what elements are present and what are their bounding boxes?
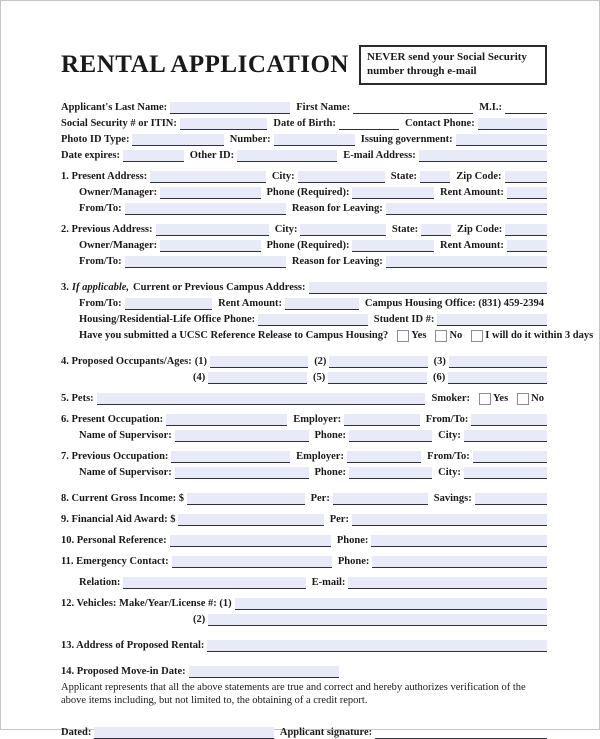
gross-income-section — [61, 490, 547, 505]
previous-zip-field[interactable] — [505, 224, 547, 236]
campus-address-section — [61, 279, 594, 342]
form-label: No — [449, 329, 463, 341]
previous-supervisor-field[interactable] — [175, 467, 309, 479]
form-label: Student ID #: — [373, 313, 435, 325]
gross-income-per-field[interactable] — [333, 493, 428, 505]
previous-reason-leaving-field[interactable] — [386, 256, 547, 268]
form-label: 12. Vehicles: Make/Year/License #: (1) — [61, 597, 232, 609]
form-label: Reason for Leaving: — [291, 255, 383, 267]
previous-owner-phone-field[interactable] — [352, 240, 434, 252]
emergency-email-field[interactable] — [348, 577, 547, 589]
form-label: E-mail Address: — [343, 149, 416, 161]
certification-text: Applicant represents that all the above statements are true and correct and hereby authorizes verification of the above items including, but not limited to, the obtaining of a credit report. — [61, 681, 526, 707]
form-label: 5. Pets: — [61, 392, 94, 404]
form-row — [61, 184, 547, 199]
form-row — [61, 327, 594, 342]
vehicles-section — [61, 595, 547, 626]
form-label: Name of Supervisor: — [79, 429, 172, 441]
form-label: State: — [391, 223, 419, 235]
ssn-warning-box: NEVER send your Social Security number through e-mail — [359, 45, 547, 85]
form-label: Employer: — [293, 413, 342, 425]
previous-rent-amount-field[interactable] — [507, 240, 547, 252]
form-label: (5) — [313, 371, 326, 383]
form-row — [61, 131, 547, 146]
present-address-section — [61, 168, 547, 215]
form-label: Phone: — [314, 466, 346, 478]
present-supervisor-field[interactable] — [175, 430, 309, 442]
vehicle-2-field[interactable] — [208, 614, 547, 626]
personal-reference-phone-field[interactable] — [371, 535, 547, 547]
form-row — [61, 369, 547, 384]
form-row — [61, 253, 547, 268]
form-row — [61, 464, 547, 479]
photo-id-type-field[interactable] — [132, 134, 223, 146]
financial-aid-per-field[interactable] — [352, 514, 547, 526]
photo-id-number-field[interactable] — [274, 134, 355, 146]
form-label: Phone: — [314, 429, 346, 441]
form-label: Zip Code: — [456, 170, 502, 182]
first-name-field[interactable] — [353, 102, 473, 114]
form-label: Phone (Required): — [266, 239, 350, 251]
form-label: 3. — [61, 281, 69, 293]
form-label: From/To: — [425, 413, 469, 425]
applicant-info — [61, 99, 547, 162]
form-label: Date of Birth: — [273, 117, 336, 129]
form-label: Yes — [411, 329, 427, 341]
form-label: Phone (Required): — [266, 186, 350, 198]
form-row — [61, 147, 547, 162]
form-label: Current or Previous Campus Address: — [133, 281, 306, 293]
form-label: City: — [274, 223, 298, 235]
middle-initial-field[interactable] — [505, 102, 547, 114]
form-label: Relation: — [79, 576, 121, 588]
form-label: (1) — [194, 355, 208, 367]
form-row — [61, 390, 547, 405]
form-row — [61, 237, 547, 252]
form-row — [61, 595, 547, 610]
form-label: 14. Proposed Move-in Date: — [61, 665, 186, 677]
form-label: 1. Present Address: — [61, 170, 148, 182]
form-label: City: — [438, 466, 461, 478]
form-row — [61, 511, 547, 526]
form-row — [61, 427, 547, 442]
form-label: Rent Amount: — [439, 239, 504, 251]
form-label: 4. Proposed Occupants/Ages: — [61, 355, 192, 367]
pets-field[interactable] — [97, 393, 426, 405]
campus-from-to-field[interactable] — [125, 298, 213, 310]
form-row — [61, 115, 547, 130]
form-row — [61, 681, 547, 708]
move-in-date-field[interactable] — [189, 666, 339, 678]
form-label: City: — [438, 429, 461, 441]
financial-aid-field[interactable] — [178, 514, 323, 526]
form-label: 10. Personal Reference: — [61, 534, 167, 546]
form-row — [61, 574, 547, 589]
form-label: Owner/Manager: — [79, 239, 158, 251]
financial-aid-section — [61, 511, 547, 526]
form-row — [61, 221, 547, 236]
form-label: 9. Financial Aid Award: $ — [61, 513, 176, 525]
present-occupation-from-to-field[interactable] — [471, 414, 547, 426]
form-row — [61, 532, 547, 547]
savings-field[interactable] — [475, 493, 547, 505]
present-occupation-section — [61, 411, 547, 442]
form-label: Phone: — [336, 534, 369, 546]
present-owner-manager-field[interactable] — [160, 187, 260, 199]
previous-supervisor-phone-field[interactable] — [349, 467, 432, 479]
form-label: Dated: — [61, 726, 92, 738]
form-row — [61, 611, 547, 626]
present-employer-field[interactable] — [344, 414, 420, 426]
form-row — [61, 637, 547, 652]
form-label: First Name: — [296, 101, 351, 113]
previous-address-field[interactable] — [156, 224, 269, 236]
emergency-contact-phone-field[interactable] — [372, 556, 547, 568]
form-label: Rent Amount: — [439, 186, 504, 198]
other-id-field[interactable] — [237, 150, 337, 162]
proposed-occupants-section — [61, 353, 547, 384]
form-label: City: — [271, 170, 295, 182]
occupant-6-field[interactable] — [448, 372, 547, 384]
form-label: Applicant's Last Name: — [61, 101, 168, 113]
form-row — [61, 663, 547, 678]
previous-occupation-from-to-field[interactable] — [473, 451, 547, 463]
present-state-field[interactable] — [420, 171, 450, 183]
form-label: (2) — [314, 355, 327, 367]
form-label: State: — [390, 170, 417, 182]
form-label: From/To: — [79, 297, 122, 309]
form-label: I will do it within 3 days — [485, 329, 594, 341]
previous-occupation-field[interactable] — [171, 451, 290, 463]
form-label: 6. Present Occupation: — [61, 413, 164, 425]
form-label: Social Security # or ITIN: — [61, 117, 177, 129]
occupant-1-field[interactable] — [210, 356, 308, 368]
occupant-2-field[interactable] — [329, 356, 427, 368]
form-label: Housing/Residential-Life Office Phone: — [79, 313, 256, 325]
occupant-5-field[interactable] — [328, 372, 427, 384]
present-zip-field[interactable] — [505, 171, 547, 183]
form-label: Rent Amount: — [218, 297, 283, 309]
form-label: 11. Emergency Contact: — [61, 555, 169, 567]
smoker-yes-checkbox[interactable] — [479, 393, 491, 405]
gross-income-field[interactable] — [187, 493, 305, 505]
form-label: 7. Previous Occupation: — [61, 450, 169, 462]
smoker-no-checkbox[interactable] — [517, 393, 529, 405]
form-label: Date expires: — [61, 149, 120, 161]
form-label: Zip Code: — [457, 223, 503, 235]
form-label: Employer: — [296, 450, 344, 462]
move-in-section — [61, 663, 547, 708]
form-row — [61, 200, 547, 215]
student-id-field[interactable] — [437, 314, 547, 326]
previous-address-section — [61, 221, 547, 268]
form-row — [61, 279, 547, 294]
date-expires-field[interactable] — [123, 150, 184, 162]
proposed-rental-section — [61, 637, 547, 652]
residential-life-phone-field[interactable] — [258, 314, 368, 326]
form-body — [61, 99, 594, 739]
date-of-birth-field[interactable] — [339, 118, 399, 130]
present-supervisor-city-field[interactable] — [464, 430, 547, 442]
present-owner-phone-field[interactable] — [352, 187, 434, 199]
form-label: Yes — [492, 392, 509, 404]
form-row — [61, 295, 547, 310]
present-reason-leaving-field[interactable] — [386, 203, 547, 215]
form-label: Number: — [229, 133, 271, 145]
last-name-field[interactable] — [170, 102, 290, 114]
previous-occupation-section — [61, 448, 547, 479]
form-label: Smoker: — [431, 392, 470, 404]
form-content — [1, 1, 599, 739]
form-label: Other ID: — [189, 149, 235, 161]
form-label: E-mail: — [311, 576, 346, 588]
form-label: Per: — [329, 513, 349, 525]
form-label: From/To: — [427, 450, 470, 462]
campus-address-field[interactable] — [309, 282, 547, 294]
form-label: If applicable, — [71, 281, 130, 293]
form-label: Contact Phone: — [405, 117, 475, 129]
form-label: Issuing government: — [360, 133, 453, 145]
ssn-itin-field[interactable] — [180, 118, 268, 130]
dated-field[interactable] — [94, 727, 274, 739]
previous-supervisor-city-field[interactable] — [464, 467, 547, 479]
issuing-government-field[interactable] — [456, 134, 547, 146]
form-row — [61, 311, 547, 326]
form-row — [61, 448, 547, 463]
emergency-relation-field[interactable] — [123, 577, 305, 589]
form-label: Have you submitted a UCSC Reference Release to Campus Housing? — [79, 329, 389, 341]
emergency-contact-field[interactable] — [172, 556, 332, 568]
header — [61, 45, 547, 85]
previous-city-field[interactable] — [300, 224, 385, 236]
personal-reference-section — [61, 532, 547, 547]
reference-release-no-checkbox[interactable] — [435, 330, 447, 342]
emergency-contact-section — [61, 553, 547, 568]
contact-phone-field[interactable] — [478, 118, 547, 130]
form-label: No — [531, 392, 544, 404]
page-title: RENTAL APPLICATION — [61, 51, 349, 78]
previous-state-field[interactable] — [421, 224, 451, 236]
signature-section — [61, 724, 547, 739]
form-row — [61, 353, 547, 368]
form-label: (2) — [193, 613, 206, 625]
proposed-rental-address-field[interactable] — [207, 640, 547, 652]
form-label: From/To: — [79, 202, 122, 214]
form-label: From/To: — [79, 255, 122, 267]
form-label: Per: — [310, 492, 330, 504]
emergency-relation-row — [61, 574, 547, 589]
form-row — [61, 490, 547, 505]
form-row — [61, 411, 547, 426]
present-from-to-field[interactable] — [125, 203, 286, 215]
email-address-field[interactable] — [419, 150, 547, 162]
form-label: 2. Previous Address: — [61, 223, 153, 235]
form-label: 13. Address of Proposed Rental: — [61, 639, 205, 651]
occupant-4-field[interactable] — [208, 372, 307, 384]
present-address-field[interactable] — [150, 171, 266, 183]
previous-employer-field[interactable] — [347, 451, 421, 463]
form-row — [61, 553, 547, 568]
form-label: Phone: — [337, 555, 370, 567]
reference-release-within-3-days-checkbox[interactable] — [471, 330, 483, 342]
form-label: Name of Supervisor: — [79, 466, 172, 478]
vehicle-1-field[interactable] — [235, 598, 547, 610]
form-row — [61, 724, 547, 739]
form-label: Applicant signature: — [279, 726, 373, 738]
previous-from-to-field[interactable] — [125, 256, 286, 268]
form-label: (3) — [433, 355, 446, 367]
form-label: (4) — [193, 371, 206, 383]
form-label: (6) — [433, 371, 446, 383]
form-label: Reason for Leaving: — [291, 202, 383, 214]
form-label: M.I.: — [479, 101, 503, 113]
form-label: Photo ID Type: — [61, 133, 130, 145]
present-occupation-field[interactable] — [166, 414, 287, 426]
previous-owner-manager-field[interactable] — [160, 240, 260, 252]
campus-rent-amount-field[interactable] — [285, 298, 359, 310]
personal-reference-field[interactable] — [170, 535, 331, 547]
present-city-field[interactable] — [298, 171, 385, 183]
present-rent-amount-field[interactable] — [507, 187, 547, 199]
campus-housing-office-phone: Campus Housing Office: (831) 459-2394 — [364, 297, 544, 309]
reference-release-yes-checkbox[interactable] — [397, 330, 409, 342]
form-label: Owner/Manager: — [79, 186, 158, 198]
applicant-signature-field[interactable] — [375, 727, 547, 739]
form-row — [61, 99, 547, 114]
occupant-3-field[interactable] — [449, 356, 547, 368]
form-label: Savings: — [433, 492, 472, 504]
form-row — [61, 168, 547, 183]
form-label: 8. Current Gross Income: $ — [61, 492, 184, 504]
present-supervisor-phone-field[interactable] — [349, 430, 432, 442]
pets-smoker-section — [61, 390, 547, 405]
